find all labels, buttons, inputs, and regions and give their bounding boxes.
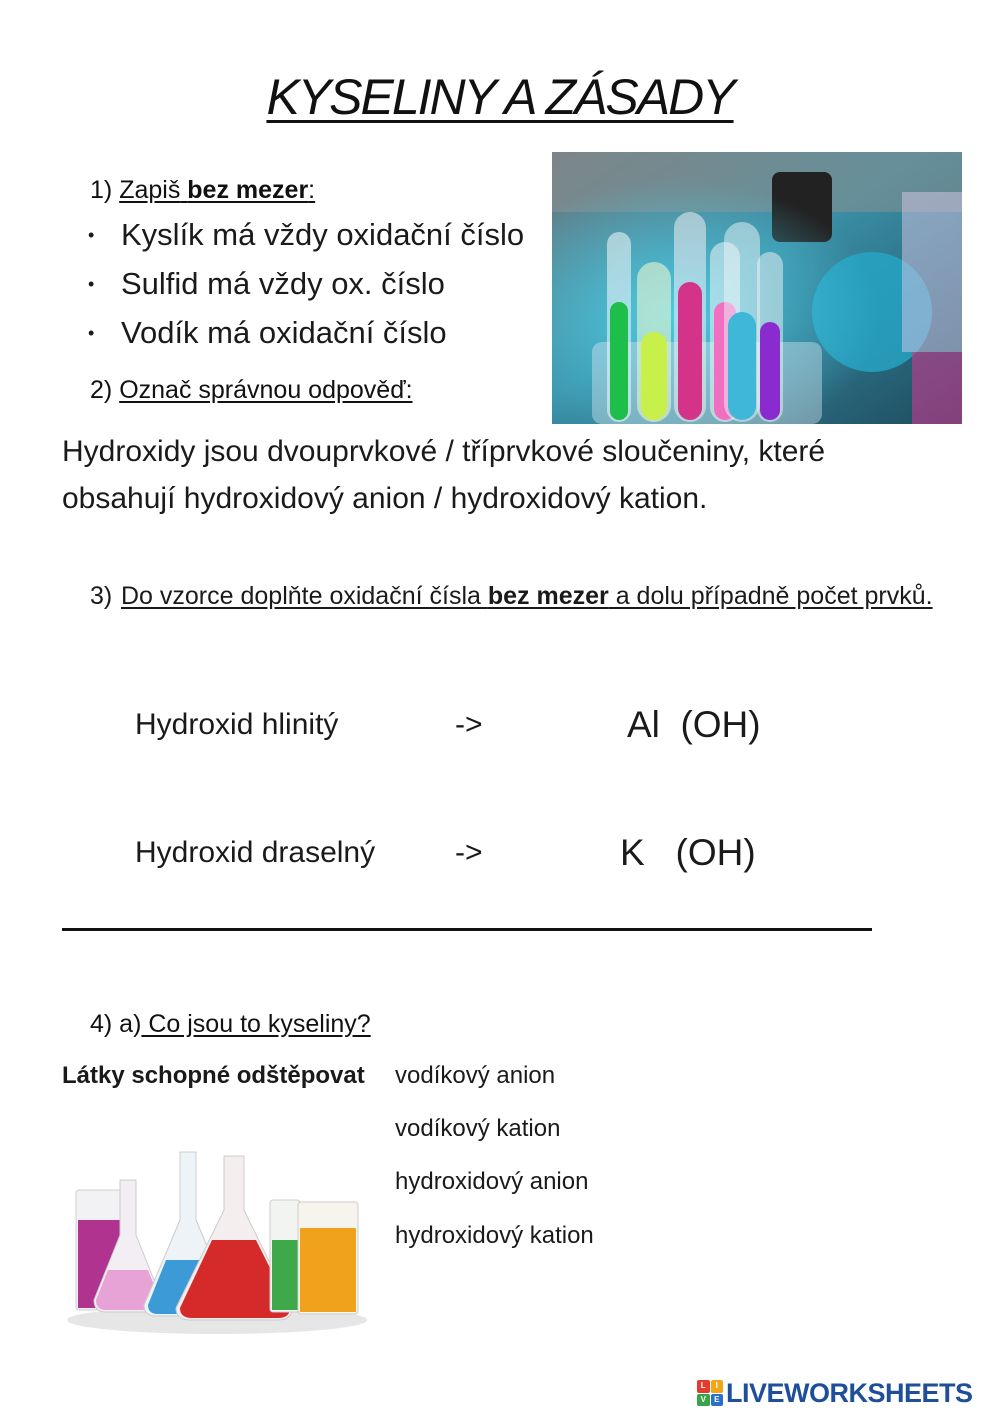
question-3-bold: bez mezer [487,582,609,610]
answer-option-1[interactable]: vodíkový anion [395,1062,556,1089]
logo-badge-letter: V [697,1394,710,1407]
liveworksheets-logo [697,1378,973,1408]
question-4-text: Co jsou to kyseliny? [141,1010,371,1038]
question-4-lead [62,1062,365,1090]
answer-option-4[interactable]: hydroxidový kation [395,1222,594,1249]
question-2-text: Označ správnou odpověď: [119,376,413,404]
question-1-bold: bez mezer [187,176,309,204]
question-1-colon: : [308,176,316,204]
arrow-2: -> [455,836,483,869]
list-item: • Sulfid má vždy ox. číslo [88,264,524,313]
question-1-number: 1) [90,176,113,204]
question-4-label [90,1010,371,1039]
answer-option-3[interactable]: hydroxidový anion [395,1168,589,1195]
question-4-number: 4) a) [90,1010,142,1038]
logo-text: LIVEWORKSHEETS [726,1377,973,1408]
compound-name-1: Hydroxid hlinitý [135,708,339,741]
question-1-list [88,215,524,362]
question-3-text-a: Do vzorce doplňte oxidační čísla [121,582,488,610]
logo-badge-letter: L [697,1380,710,1393]
question-2-line-1[interactable]: Hydroxidy jsou dvouprvkové / tříprvkové sloučeniny, které [62,435,826,468]
question-3-number: 3) [90,582,113,610]
question-2-paragraph [62,428,962,522]
question-1-label [90,176,315,205]
question-1-text: Zapiš [119,176,181,204]
compound-name-2: Hydroxid draselný [135,836,376,869]
question-2-line-2[interactable]: obsahují hydroxidový anion / hydroxidový kation. [62,482,708,515]
test-tubes-photo [552,152,962,424]
question-3-text-b: a dolu případně počet prvků. [608,582,933,610]
lab-flasks-photo [62,1140,372,1345]
list-item: • Kyslík má vždy oxidační číslo [88,215,524,264]
formula-1[interactable]: Al (OH) [627,704,761,745]
divider [62,928,872,931]
question-4-lead-text: Látky schopné odštěpovat [62,1062,365,1089]
list-item: • Vodík má oxidační číslo [88,313,524,362]
logo-badge-icon [697,1380,723,1406]
arrow-1: -> [455,708,483,741]
question-2-number: 2) [90,376,113,404]
page-title: KYSELINY A ZÁSADY [266,69,734,125]
question-3-label [90,577,950,615]
question-2-label [90,376,413,405]
answer-option-2[interactable]: vodíkový kation [395,1115,561,1142]
logo-badge-letter: I [711,1380,724,1393]
formula-2[interactable]: K (OH) [620,832,756,873]
logo-badge-letter: E [711,1394,724,1407]
